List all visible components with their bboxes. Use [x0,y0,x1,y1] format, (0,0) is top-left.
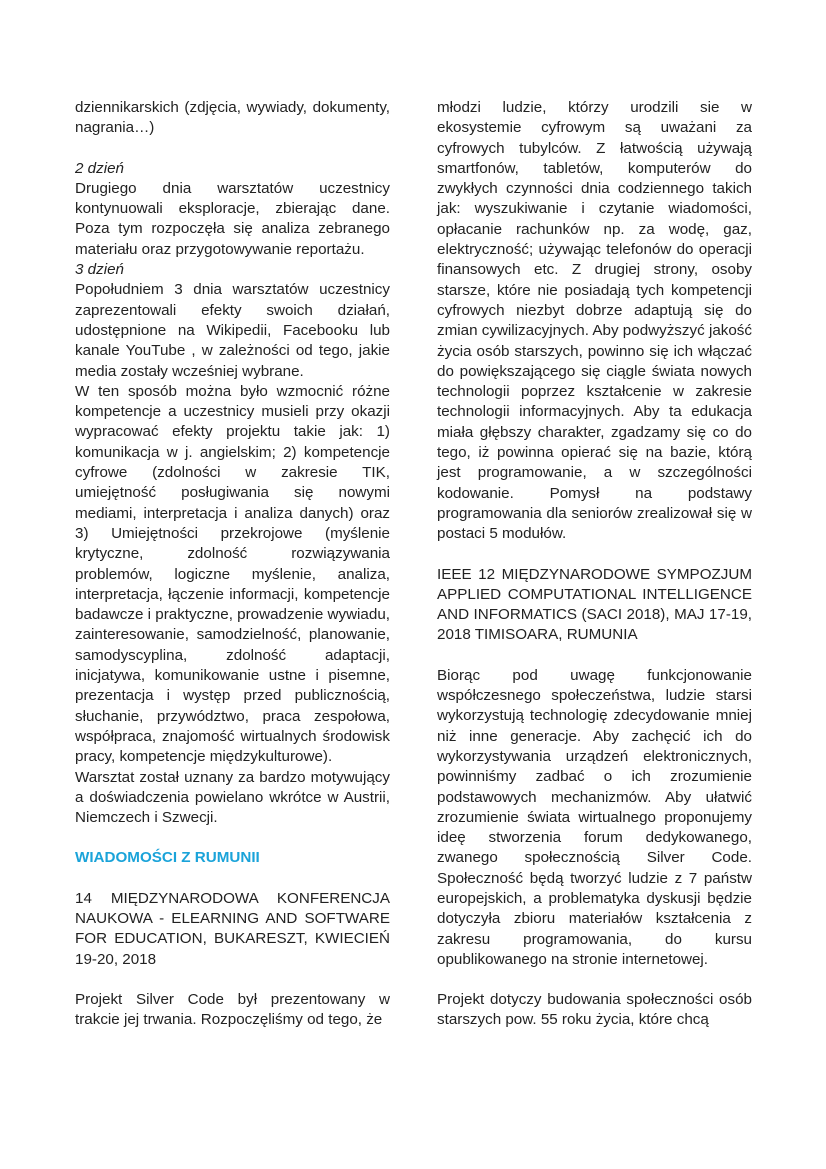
conference-title: 14 MIĘDZYNARODOWA KONFERENCJA NAUKOWA - ELEARNING AND SOFTWARE FOR EDUCATION, BUKARESZT, KWIECIEŃ 19-20, 2018 [75,889,390,968]
symposium-title: IEEE 12 MIĘDZYNARODOWE SYMPOZJUM APPLIED COMPUTATIONAL INTELLIGENCE AND INFORMATICS (SACI 2018), MAJ 17-19, 2018 TIMISOARA, RUMUNIA [437,565,752,644]
right-column [437,98,752,1031]
symposium-paragraph: Biorąc pod uwagę funkcjonowanie współczesnego społeczeństwa, ludzie starsi wykorzystują technologię zdecydowanie mniej niż inne generacje. Aby zachęcić ich do wykorzystywania urządzeń elektronicznych, powinniśmy zadbać o ich zrozumienie podstawowych mechanizmów. Aby ułatwić zrozumienie świata wirtualnego proponujemy ideę stworzenia forum dedykowanego, zwanego społecznością Silver Code. Społeczność będą tworzyć ludzie z 7 państw europejskich, a problematyka dyskusji będzie dotyczyła zbioru materiałów kształcenia z zakresu programowania, do kursu opublikowanego na stronie internetowej. [437,666,752,968]
conference-paragraph: Projekt Silver Code był prezentowany w trakcie jej trwania. Rozpoczęliśmy od tego, że [75,990,390,1029]
left-column [75,98,390,1030]
workshop-paragraph: Warsztat został uznany za bardzo motywujący a doświadczenia powielano wkrótce w Austrii, Niemczech i Szwecji. [75,768,390,827]
competences-paragraph: W ten sposób można było wzmocnić różne kompetencje a uczestnicy musieli przy okazji wypracować efekty projektu takie jak: 1) komunikacja w j. angielskim; 2) kompetencje cyfrowe (zdolności w zakresie TIK, umiejętność posługiwania się nowymi mediami, interpretacja i analiza danych) oraz 3) Umiejętności przekrojowe (myślenie krytyczne, zdolność rozwiązywania problemów, logiczne myślenie, analiza, interpretacja, łączenie informacji, kompetencje badawcze i praktyczne, prowadzenie wywiadu, zainteresowanie, samodzielność, planowanie, samodyscyplina, zdolność adaptacji, inicjatywa, komunikowanie ustne i pisemne, prezentacja i występ przed publicznością, słuchanie, przywództwo, praca zespołowa, współpraca, znajomość wirtualnych środowisk pracy, kompetencje międzykulturowe). [75,382,390,766]
section-heading: WIADOMOŚCI Z RUMUNII [75,849,260,867]
digital-natives-paragraph: młodzi ludzie, którzy urodzili sie w ekosystemie cyfrowym są uważani za cyfrowych tubylców. Z łatwością używają smartfonów, tabletów, komputerów do zwykłych czynności dnia codziennego takich jak: wyszukiwanie i czytanie wiadomości, opłacanie rachunków np. za wodę, gaz, elektryczność; używając telefonów do operacji finansowych etc. Z drugiej strony, osoby starsze, które nie posiadają tych kompetencji cyfrowych niezbyt dobrze adaptują się do zmian cywilizacyjnych. Aby podwyższyć jakość życia osób starszych, powinno się ich włączać do powiększającego się ciągle świata nowych technologii poprzez kształcenie w zakresie technologii informacyjnych. Aby ta edukacja miała głębszy charakter, zgadzamy się co do tego, iż powinna opierać się na bazie, którą jest programowanie, a w szczególności kodowanie. Pomysł na podstawy programowania dla seniorów zrealizował się w postaci 5 modułów. [437,99,752,543]
day2-paragraph: Drugiego dnia warsztatów uczestnicy kontynuowali eksploracje, zbierając dane. Poza tym rozpoczęła się analiza zebranego materiału oraz przygotowywanie reportażu. [75,179,390,258]
intro-continuation: dziennikarskich (zdjęcia, wywiady, dokumenty, nagrania…) [75,99,390,137]
day3-label: 3 dzień [75,261,124,279]
day2-label: 2 dzień [75,159,124,177]
day3-paragraph: Popołudniem 3 dnia warsztatów uczestnicy zaprezentowali efekty swoich działań, udostępnione na Wikipedii, Facebooku lub kanale YouTube , w zależności od tego, jakie media zostały wcześniej wybrane. [75,281,390,380]
project-paragraph: Projekt dotyczy budowania społeczności osób starszych pow. 55 roku życia, które chcą [437,991,752,1029]
